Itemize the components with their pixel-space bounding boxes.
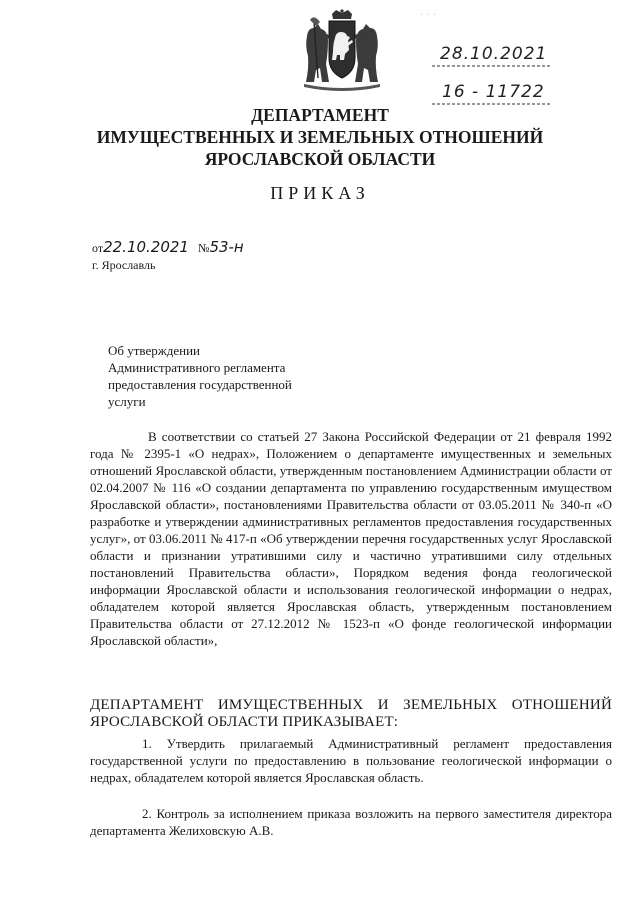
- order-subject: [108, 342, 292, 410]
- stamp-background: · · ·: [420, 10, 436, 21]
- subject-line3: предоставления государственной: [108, 377, 292, 392]
- coat-of-arms-icon: [294, 8, 390, 92]
- order-date-number: [92, 238, 244, 256]
- incoming-number: 16 - 11722: [442, 82, 545, 102]
- preamble-paragraph: В соответствии со статьей 27 Закона Российской Федерации от 21 февраля 1992 года № 2395-1 «О недрах», Положением о департаменте имущественных и земельных отношений Ярославской области, утвержденным постановлением Администрации области от 02.04.2007 № 116 «О создании департамента по управлению государственным имуществом Ярославской области», постановлениями Правительства области от 03.05.2011 № 340-п «О разработке и утверждении административных регламентов предоставления государственных услуг», от 03.06.2011 № 417-п «Об утверждении перечня государственных услуг Ярославской области и признании утратившими силу и частично утратившими силу отдельных постановлений Правительства области», Порядком ведения фонда геологической информации Ярославской области и использования геологической информации о недрах, обладателем которой является Ярославская область, утвержденным постановлением Правительства области от 27.12.2012 № 1523-п «О фонде геологической информации Ярославской области»,: [90, 429, 612, 648]
- dept-title-line2: ИМУЩЕСТВЕННЫХ И ЗЕМЕЛЬНЫХ ОТНОШЕНИЙ: [96, 127, 544, 147]
- dept-title-line3: ЯРОСЛАВСКОЙ ОБЛАСТИ: [204, 149, 436, 169]
- stamp-underline: [432, 64, 552, 68]
- order-item-2: 2. Контроль за исполнением приказа возложить на первого заместителя директора департамента Желиховскую А.В.: [90, 806, 612, 838]
- order-number: 53-н: [209, 238, 244, 256]
- order-number-label: №: [197, 241, 210, 255]
- subject-line4: услуги: [108, 394, 146, 409]
- dept-title-line1: ДЕПАРТАМЕНТ: [251, 105, 389, 125]
- order-city: г. Ярославль: [92, 258, 156, 272]
- document-type: ПРИКАЗ: [270, 183, 370, 203]
- order-phrase: ДЕПАРТАМЕНТ ИМУЩЕСТВЕННЫХ И ЗЕМЕЛЬНЫХ ОТНОШЕНИЙ ЯРОСЛАВСКОЙ ОБЛАСТИ ПРИКАЗЫВАЕТ:: [90, 697, 612, 730]
- incoming-date: 28.10.2021: [440, 44, 548, 64]
- order-item-1: 1. Утвердить прилагаемый Административный регламент предоставления государственной услуги по предоставлению в пользование геологической информации о недрах, обладателем которой является Ярославская область.: [90, 736, 612, 785]
- subject-line2: Административного регламента: [108, 360, 286, 375]
- subject-line1: Об утверждении: [108, 343, 201, 358]
- order-from-label: от: [92, 241, 104, 255]
- order-date: 22.10.2021: [103, 238, 189, 256]
